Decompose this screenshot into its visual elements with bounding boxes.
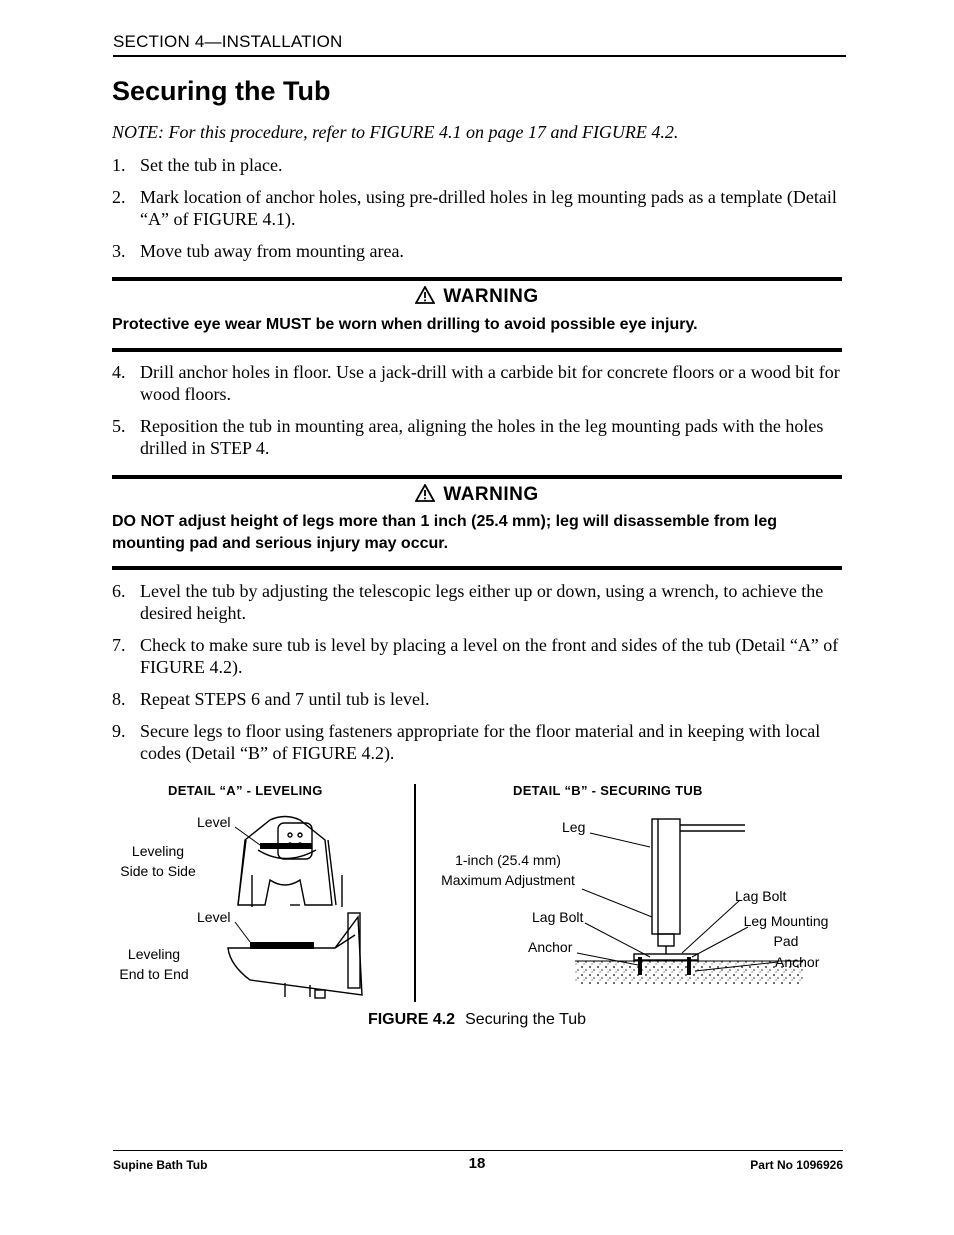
- warning-rule-bottom: [112, 566, 842, 570]
- step-number: 8.: [112, 689, 126, 709]
- level-bottom-leader: [235, 922, 250, 942]
- max-adjustment-label: [428, 850, 588, 890]
- leveling-end-line-1: Leveling: [127, 946, 181, 962]
- lag-bolt-left-icon: [638, 957, 642, 975]
- leg-assembly: [652, 819, 745, 954]
- max-adjustment-line-1: 1-inch (25.4 mm): [455, 852, 561, 868]
- step-text: Move tub away from mounting area.: [140, 241, 404, 261]
- anchor-right-label: Anchor: [775, 954, 820, 970]
- lag-bolt-right-icon: [687, 957, 691, 975]
- step-text: Level the tub by adjusting the telescopic legs either up or down, using a wrench, to achieve the desired height.: [140, 581, 824, 623]
- figure-caption: [0, 1011, 954, 1029]
- lag-bolt-left-label: Lag Bolt: [532, 909, 584, 925]
- level-tool-top: [260, 843, 312, 849]
- level-tool-bottom: [250, 942, 314, 949]
- step-text: Reposition the tub in mounting area, aligning the holes in the leg mounting pads with the holes drilled in STEP 4.: [140, 416, 824, 458]
- step-number: 1.: [112, 155, 126, 175]
- step-text: Secure legs to floor using fasteners appropriate for the floor material and in keeping with local codes (Detail “B” of FIGURE 4.2).: [140, 721, 821, 763]
- section-label: SECTION 4—INSTALLATION: [113, 32, 343, 51]
- warning-rule-bottom: [112, 348, 842, 352]
- warning-triangle-icon: [415, 484, 435, 502]
- level-top-leader: [235, 827, 260, 845]
- leg-label: Leg: [562, 819, 586, 835]
- leveling-end-label: [114, 944, 194, 984]
- leveling-end-line-2: End to End: [119, 966, 189, 982]
- step-number: 6.: [112, 581, 126, 601]
- tub-front-view: [238, 817, 342, 908]
- step-text: Set the tub in place.: [140, 155, 283, 175]
- leg-mounting-pad-line-2: Pad: [773, 933, 799, 949]
- leg-mounting-pad-label: [738, 911, 834, 951]
- warning-title: [112, 484, 842, 506]
- step-number: 9.: [112, 721, 126, 741]
- footer-product-name: Supine Bath Tub: [113, 1158, 208, 1172]
- step-text: Repeat STEPS 6 and 7 until tub is level.: [140, 689, 430, 709]
- header-rule: [113, 55, 846, 57]
- figure-divider: [414, 784, 416, 1002]
- step-text: Check to make sure tub is level by placing a level on the front and sides of the tub (Detail “A” of FIGURE 4.2).: [140, 635, 839, 677]
- lag-bolt-right-label: Lag Bolt: [735, 888, 787, 904]
- figure-caption-label: FIGURE 4.2: [367, 1011, 456, 1028]
- leg-mounting-pad-line-1: Leg Mounting: [743, 913, 829, 929]
- tub-side-view: [228, 913, 362, 998]
- step-number: 5.: [112, 416, 126, 436]
- page-number: 18: [468, 1155, 486, 1172]
- warning-rule-top: [112, 277, 842, 281]
- step-number: 3.: [112, 241, 126, 261]
- warning-text: Protective eye wear MUST be worn when drilling to avoid possible eye injury.: [112, 316, 698, 333]
- max-adjustment-line-2: Maximum Adjustment: [441, 872, 575, 888]
- warning-title-text: WARNING: [443, 484, 539, 505]
- step-number: 4.: [112, 362, 126, 382]
- level-label-bottom: Level: [197, 909, 231, 925]
- warning-text: DO NOT adjust height of legs more than 1 inch (25.4 mm); leg will disassemble from leg mounting pad and serious injury may occur.: [112, 513, 778, 552]
- step-text: Drill anchor holes in floor. Use a jack-drill with a carbide bit for concrete floors or a wood bit for wood floors.: [140, 362, 840, 404]
- step-text: Mark location of anchor holes, using pre-drilled holes in leg mounting pads as a template (Detail “A” of FIGURE 4.1).: [140, 187, 837, 229]
- anchor-left-label: Anchor: [528, 939, 573, 955]
- level-label-top: Level: [197, 814, 231, 830]
- detail-b-title: DETAIL “B” - SECURING TUB: [513, 783, 703, 798]
- footer-rule: [113, 1150, 843, 1151]
- figure-caption-text: Securing the Tub: [465, 1011, 587, 1028]
- detail-a-title: DETAIL “A” - LEVELING: [168, 783, 323, 798]
- warning-title: [112, 286, 842, 308]
- leveling-side-line-2: Side to Side: [120, 863, 196, 879]
- step-number: 2.: [112, 187, 126, 207]
- leveling-side-label: [116, 841, 200, 881]
- warning-title-text: WARNING: [443, 286, 539, 307]
- step-number: 7.: [112, 635, 126, 655]
- procedure-note: NOTE: For this procedure, refer to FIGURE 4.1 on page 17 and FIGURE 4.2.: [112, 122, 679, 142]
- leveling-side-line-1: Leveling: [131, 843, 185, 859]
- warning-rule-top: [112, 475, 842, 479]
- footer-part-number: Part No 1096926: [750, 1158, 843, 1172]
- page-title: Securing the Tub: [112, 76, 331, 106]
- warning-triangle-icon: [415, 286, 435, 304]
